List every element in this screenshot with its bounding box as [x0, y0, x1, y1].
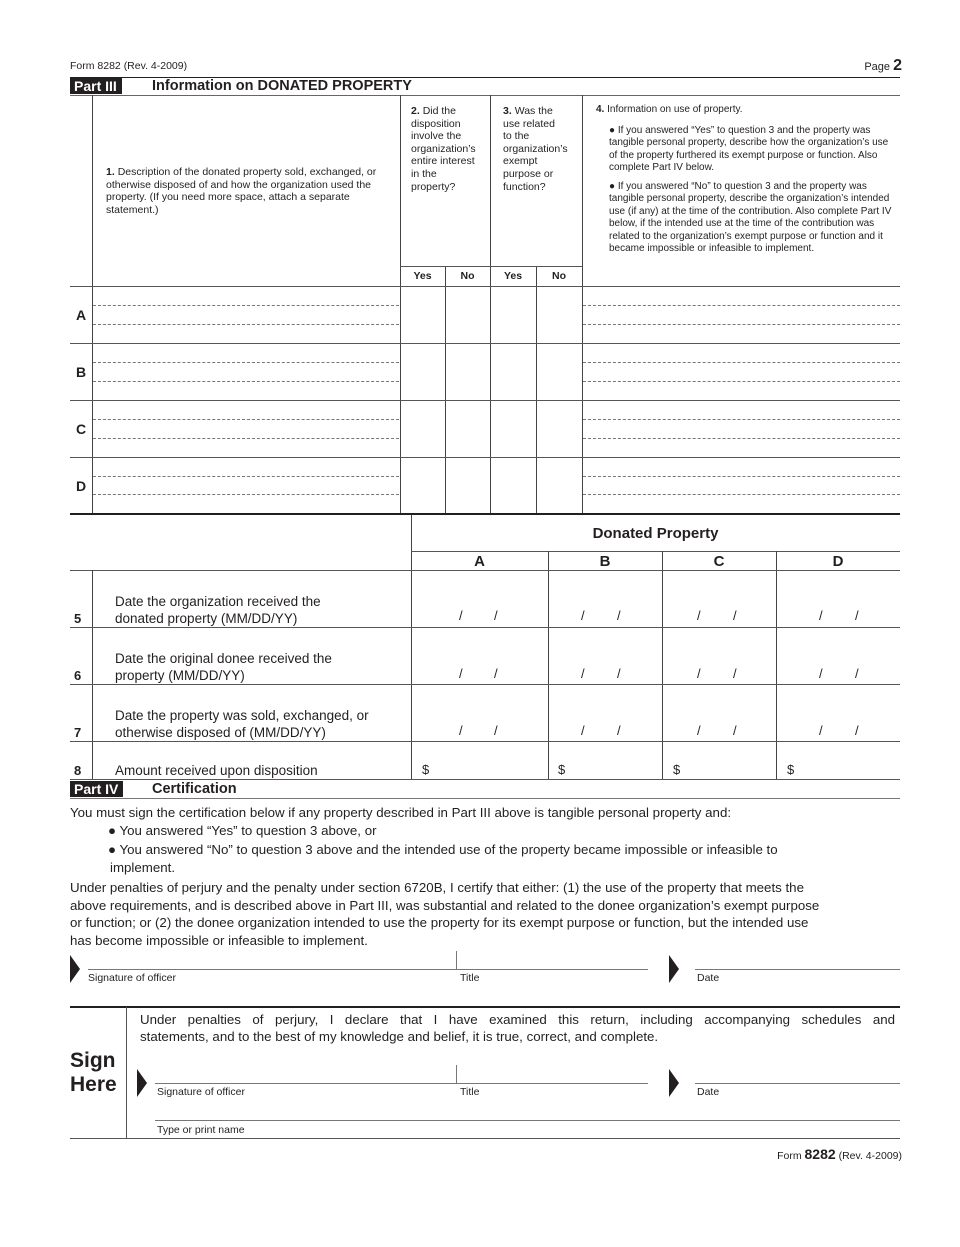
part4-signature-label: Signature of officer: [88, 972, 176, 984]
row-c-use-line1[interactable]: [585, 404, 898, 418]
q3-line: purpose or: [503, 167, 554, 180]
date-slash: /: [855, 608, 859, 623]
date-slash: /: [617, 666, 621, 681]
row-a-q2-yes-cell[interactable]: [401, 287, 445, 343]
q3-line: exempt: [503, 155, 538, 168]
page-number: 2: [893, 57, 902, 74]
dashed-line: [93, 494, 399, 495]
row-d-q3-no-cell[interactable]: [537, 458, 582, 513]
row-c-description-line1[interactable]: [95, 404, 397, 418]
q3-line: to the: [503, 130, 530, 143]
date-slash: /: [459, 666, 463, 681]
col-b-c-divider: [662, 551, 663, 779]
row-d-q2-yes-cell[interactable]: [401, 458, 445, 513]
row-d-use-line2[interactable]: [585, 479, 898, 493]
row-d-description-line1[interactable]: [95, 461, 397, 475]
line-7-label-1: Date the property was sold, exchanged, or: [115, 708, 369, 723]
yes-no-top-rule: [400, 266, 582, 267]
row-c-description-line2[interactable]: [95, 423, 397, 437]
bullet-icon: ●: [609, 124, 616, 136]
dashed-line: [583, 324, 900, 325]
col-header-c: C: [713, 553, 725, 570]
row-d-q3-yes-cell[interactable]: [491, 458, 536, 513]
row-c-q3-no-cell[interactable]: [537, 401, 582, 457]
line-6-label: [115, 650, 332, 684]
q2-no-label: No: [460, 270, 475, 282]
q2-line: Did the: [422, 105, 456, 117]
q2-line: in the: [411, 167, 437, 180]
line-8-label: Amount received upon disposition: [115, 763, 318, 778]
row-b-use-line1[interactable]: [585, 347, 898, 361]
row-c-use-line2[interactable]: [585, 423, 898, 437]
page-indicator: [864, 57, 902, 75]
form-revision-header: Form 8282 (Rev. 4-2009): [70, 60, 188, 72]
dashed-line: [93, 476, 399, 477]
row-b-description-line1[interactable]: [95, 347, 397, 361]
part4-title-field[interactable]: [460, 952, 645, 968]
part4-date-field[interactable]: [697, 952, 897, 968]
q3-no-label: No: [552, 270, 566, 282]
part3-title-rule: [70, 95, 900, 96]
q2-header: [411, 105, 491, 193]
line-5-number: 5: [74, 611, 82, 626]
bullet-icon: ●: [609, 180, 616, 192]
row-a-description-line1[interactable]: [95, 290, 397, 304]
dashed-line: [583, 305, 900, 306]
sign-here-bottom-rule: [70, 1138, 900, 1139]
row-b-q3-no-cell[interactable]: [537, 344, 582, 400]
q3-line: organization’s: [503, 142, 568, 155]
q2-line: organization’s: [411, 142, 476, 155]
dashed-line: [583, 381, 900, 382]
sign-arrow-icon: [70, 955, 80, 983]
date-slash: /: [733, 666, 737, 681]
col-header-d: D: [832, 553, 844, 570]
q2-line: involve the: [411, 130, 462, 143]
bullet-icon: ●: [108, 823, 117, 838]
line-8-col-a-amount[interactable]: $: [422, 762, 430, 777]
date-slash: /: [617, 608, 621, 623]
row-b-use-line2[interactable]: [585, 366, 898, 380]
sign-here-heading-1: Sign: [70, 1049, 116, 1072]
row-a-q2-no-cell[interactable]: [446, 287, 490, 343]
dashed-line: [583, 419, 900, 420]
part4-date-label: Date: [697, 972, 720, 984]
footer-form-prefix: Form: [777, 1150, 802, 1162]
donated-property-heading: Donated Property: [592, 525, 719, 542]
q1-text: Description of the donated property sold, exchanged, or otherwise disposed of and how the organization used the property. (If you need more space, attach a separate statement.): [106, 166, 377, 216]
dashed-line: [93, 381, 399, 382]
date-slash: /: [697, 723, 701, 738]
letter-col-divider: [92, 95, 93, 513]
part4-title: Certification: [152, 781, 237, 797]
date-slash: /: [459, 608, 463, 623]
dashed-line: [583, 494, 900, 495]
q3-number: 3.: [503, 105, 512, 117]
line-8-col-c-amount[interactable]: $: [673, 762, 681, 777]
signature-title-divider: [456, 951, 457, 969]
bullet-icon: ●: [108, 842, 117, 857]
q3-line: function?: [503, 180, 546, 193]
line-6-label-1: Date the original donee received the: [115, 651, 332, 666]
row-letter-c: C: [75, 421, 87, 437]
date-arrow-icon: [669, 955, 679, 983]
part4-certification-text: [70, 879, 900, 949]
date-slash: /: [697, 666, 701, 681]
signature-title-divider: [456, 1065, 457, 1083]
sign-here-date-label: Date: [697, 1086, 720, 1098]
q2-line: entire interest: [411, 155, 475, 168]
line-5-label: [115, 593, 321, 627]
part4-title-rule: [70, 798, 900, 799]
part4-title-label: Title: [460, 972, 480, 984]
print-name-rule: [155, 1120, 900, 1121]
line8-bottom-rule: [70, 779, 900, 780]
date-slash: /: [697, 608, 701, 623]
sign-here-divider: [126, 1007, 127, 1138]
row-letter-d: D: [75, 478, 87, 494]
row-letter-b: B: [75, 364, 87, 380]
line-5-label-1: Date the organization received the: [115, 594, 321, 609]
print-name-field[interactable]: [156, 1103, 896, 1119]
line-7-label: [115, 707, 369, 741]
page-label: Page: [864, 61, 891, 73]
line-8-col-b-amount[interactable]: $: [558, 762, 566, 777]
q4-header: [596, 104, 896, 256]
part4-bullet-2-text-cont: implement.: [110, 859, 176, 875]
sign-here-signature-field[interactable]: [156, 1066, 452, 1082]
row-c-q2-no-cell[interactable]: [446, 401, 490, 457]
cert-line: above requirements, and is described above in Part III, was substantial and related to the donee organization’s exempt purpose: [70, 897, 820, 913]
date-slash: /: [459, 723, 463, 738]
line-8-number: 8: [74, 763, 82, 778]
q3-line: Was the: [514, 105, 553, 117]
signature-rule: [88, 969, 648, 970]
sign-here-date-field[interactable]: [697, 1066, 897, 1082]
q4-bullet-1: [596, 125, 896, 175]
footer-form-number: 8282: [804, 1146, 836, 1162]
sign-here-signature-label: Signature of officer: [157, 1086, 245, 1098]
date-slash: /: [855, 666, 859, 681]
col-c-d-divider: [776, 551, 777, 779]
q4-bullet-1-text: If you answered “Yes” to question 3 and the property was tangible personal property, describe how the organization’s use of the property furthered its exempt purpose or function. Also complete Part IV below.: [609, 124, 889, 173]
dashed-line: [93, 362, 399, 363]
q1-number: 1.: [106, 166, 115, 178]
date-slash: /: [581, 608, 585, 623]
dashed-line: [93, 438, 399, 439]
line-6-number: 6: [74, 668, 82, 683]
row-a-use-line2[interactable]: [585, 309, 898, 323]
row-b-q2-yes-cell[interactable]: [401, 344, 445, 400]
line-5-label-2: donated property (MM/DD/YY): [115, 611, 298, 626]
sign-arrow-icon: [137, 1069, 147, 1097]
col-a-b-divider: [548, 551, 549, 779]
row-b-q2-no-cell[interactable]: [446, 344, 490, 400]
cert-line: has become impossible or infeasible to implement.: [70, 932, 368, 948]
part4-bullet-2-text: You answered “No” to question 3 above and the intended use of the property became impossible or infeasible to: [119, 842, 778, 857]
date-slash: /: [581, 723, 585, 738]
q3-line: use related: [503, 117, 555, 130]
date-slash: /: [494, 723, 498, 738]
part4-bullet-1: [108, 822, 377, 840]
row-d-use-line1[interactable]: [585, 461, 898, 475]
line8-top-rule: [70, 741, 900, 742]
part4-signature-field[interactable]: [88, 952, 448, 968]
date-slash: /: [855, 723, 859, 738]
sign-here-title-label: Title: [460, 1086, 480, 1098]
q1-header: [106, 166, 386, 216]
col-header-b: B: [599, 553, 611, 570]
sign-here-declaration-line2: statements, and to the best of my knowledge and belief, it is true, correct, and complete.: [140, 1029, 659, 1044]
row-b-description-line2[interactable]: [95, 366, 397, 380]
q3-header: [503, 105, 583, 193]
date-arrow-icon: [669, 1069, 679, 1097]
date-slash: /: [494, 608, 498, 623]
line-7-number: 7: [74, 725, 82, 740]
q2-number: 2.: [411, 105, 420, 117]
sign-here-top-rule: [70, 1006, 900, 1008]
date-slash: /: [617, 723, 621, 738]
date-slash: /: [494, 666, 498, 681]
q4-intro: Information on use of property.: [607, 104, 743, 115]
dashed-line: [583, 362, 900, 363]
dashed-line: [93, 324, 399, 325]
part3-title: Information on DONATED PROPERTY: [152, 78, 412, 94]
q2-line: disposition: [411, 117, 461, 130]
q4-bullet-2-text: If you answered “No” to question 3 and the property was tangible personal property, describe the organization’s intended use (if any) at the time of the contribution. Also complete Part IV below, if the intended use at the time of the contribution was related to the organization’s exempt purpose or function and it became impossible or infeasible to implement.: [609, 180, 892, 254]
dashed-line: [583, 438, 900, 439]
q3-yes-label: Yes: [503, 270, 523, 282]
date-slash: /: [819, 723, 823, 738]
row-a-q3-yes-cell[interactable]: [491, 287, 536, 343]
date-slash: /: [733, 723, 737, 738]
part4-badge: Part IV: [70, 781, 123, 797]
q2-line: property?: [411, 180, 456, 193]
q4-number: 4.: [596, 104, 605, 115]
date-slash: /: [819, 608, 823, 623]
row-letter-a: A: [75, 307, 87, 323]
part3-badge: Part III: [70, 78, 122, 94]
line5-top-rule: [70, 570, 900, 571]
row-b-q3-yes-cell[interactable]: [491, 344, 536, 400]
part4-bullet-2: [108, 841, 900, 876]
row-a-use-line1[interactable]: [585, 290, 898, 304]
line-8-col-d-amount[interactable]: $: [787, 762, 795, 777]
sign-here-declaration-line1: Under penalties of perjury, I declare that I have examined this return, including accompanying schedules and: [140, 1012, 895, 1027]
row-c-q2-yes-cell[interactable]: [401, 401, 445, 457]
signature-rule: [155, 1083, 648, 1084]
row-a-q3-no-cell[interactable]: [537, 287, 582, 343]
row-d-q2-no-cell[interactable]: [446, 458, 490, 513]
date-rule: [695, 1083, 900, 1084]
donated-property-heading-rule: [411, 551, 900, 552]
sign-here-title-field[interactable]: [460, 1066, 645, 1082]
line-6-label-2: property (MM/DD/YY): [115, 668, 245, 683]
print-name-label: Type or print name: [157, 1124, 245, 1136]
q2-yes-label: Yes: [413, 270, 432, 282]
line-7-label-2: otherwise disposed of (MM/DD/YY): [115, 725, 326, 740]
dashed-line: [583, 476, 900, 477]
cert-line: or function; or (2) the donee organization intended to use the property for its exempt purpose or function, but the intended use: [70, 915, 809, 930]
footer-form-id: [777, 1146, 902, 1162]
date-slash: /: [819, 666, 823, 681]
dashed-line: [93, 419, 399, 420]
q4-bullet-2: [596, 181, 896, 256]
part4-intro: You must sign the certification below if any property described in Part III above is tangible personal property and:: [70, 805, 732, 820]
date-slash: /: [733, 608, 737, 623]
footer-rev: (Rev. 4-2009): [838, 1150, 902, 1162]
date-slash: /: [581, 666, 585, 681]
part4-bullet-1-text: You answered “Yes” to question 3 above, or: [119, 823, 377, 838]
dashed-line: [93, 305, 399, 306]
cert-line: Under penalties of perjury and the penalty under section 6720B, I certify that either: (1) the use of the property that meets the: [70, 880, 804, 895]
part3-rows-bottom-rule: [70, 513, 900, 515]
row-d-description-line2[interactable]: [95, 479, 397, 493]
col-header-a: A: [474, 553, 485, 570]
sign-here-heading: [70, 1049, 117, 1097]
row-a-description-line2[interactable]: [95, 309, 397, 323]
line-number-divider: [92, 570, 93, 779]
line7-top-rule: [70, 684, 900, 685]
line6-top-rule: [70, 627, 900, 628]
row-c-q3-yes-cell[interactable]: [491, 401, 536, 457]
date-rule: [695, 969, 900, 970]
sign-here-heading-2: Here: [70, 1073, 117, 1096]
